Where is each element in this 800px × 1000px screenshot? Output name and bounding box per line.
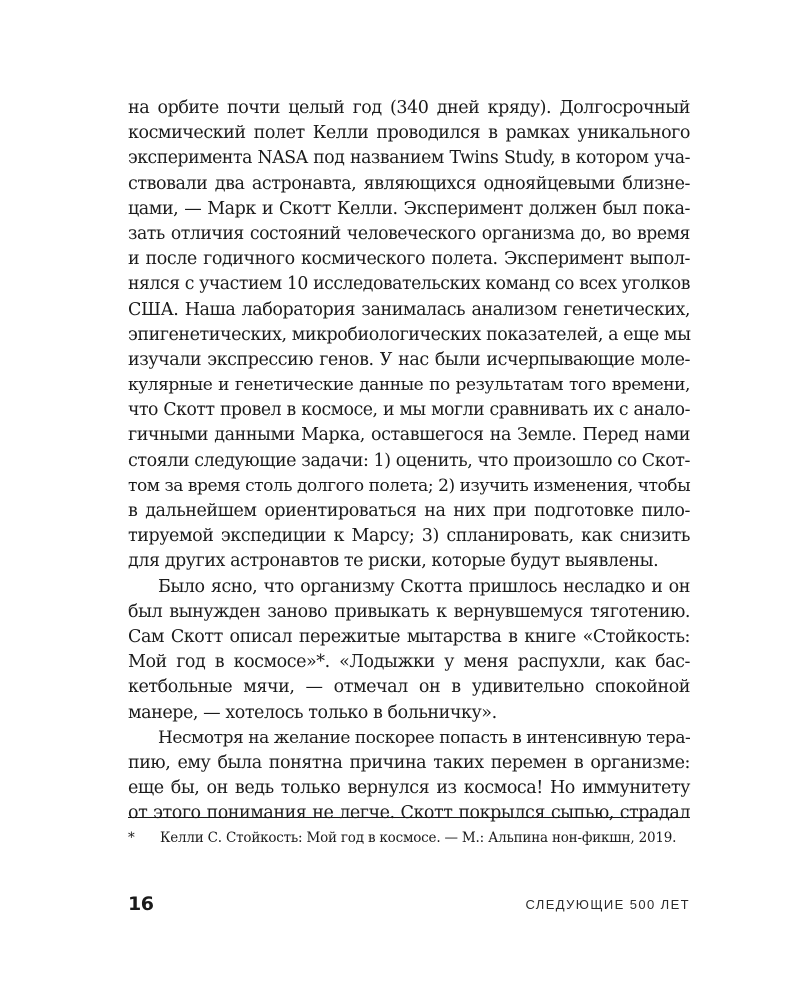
text-line: что Скотт провел в космосе, и мы могли сравнивать их с анало- — [128, 400, 690, 421]
text-line: Сам Скотт описал пережитые мытарства в книге «Стойкость: — [128, 626, 690, 647]
text-line: на орбите почти целый год (340 дней кряду). Долгосрочный — [128, 98, 690, 118]
text-line: пию, ему была понятна причина таких перемен в организме: — [128, 752, 690, 773]
footnote-divider — [128, 817, 690, 818]
text-line: Мой год в космосе»*. «Лодыжки у меня распухли, как бас- — [128, 652, 690, 673]
text-line: от этого понимания не легче. Скотт покрылся сыпью, страдал — [128, 803, 690, 824]
text-line: в дальнейшем ориентироваться на них при подготовке пило- — [128, 501, 690, 521]
text-line: гичными данными Марка, оставшегося на Земле. Перед нами — [128, 425, 690, 446]
text-line: нялся с участием 10 исследовательских команд со всех уголков — [128, 274, 690, 295]
text-line: Несмотря на желание поскорее попасть в интенсивную тера- — [158, 727, 691, 748]
text-line: США. Наша лаборатория занималась анализом генетических, — [128, 299, 690, 320]
text-line: цами, — Марк и Скотт Келли. Эксперимент должен был пока- — [128, 198, 690, 219]
text-line: тируемой экспедиции к Марсу; 3) спланировать, как снизить — [128, 526, 690, 547]
footnote — [128, 828, 690, 848]
text-line: космический полет Келли проводился в рамках уникального — [128, 123, 690, 144]
text-line: изучали экспрессию генов. У нас были исчерпывающие моле- — [128, 349, 690, 370]
text-line: был вынужден заново привыкать к вернувшемуся тяготению. — [128, 601, 690, 622]
text-line: эксперимента NASA под названием Twins Study, в котором уча- — [128, 148, 690, 169]
text-line: для других астронавтов те риски, которые будут выявлены. — [128, 551, 659, 572]
text-line: и после годичного космического полета. Эксперимент выпол- — [128, 249, 690, 270]
text-line: еще бы, он ведь только вернулся из космоса! Но иммунитету — [128, 778, 690, 799]
text-line: том за время столь долгого полета; 2) изучить изменения, чтобы — [128, 475, 691, 496]
running-head: СЛЕДУЮЩИЕ 500 ЛЕТ — [525, 897, 690, 912]
page-number: 16 — [128, 893, 154, 915]
text-line: эпигенетических, микробиологических показателей, а еще мы — [128, 324, 691, 345]
text-line: Было ясно, что организму Скотта пришлось несладко и он — [158, 576, 690, 597]
footnote-text: Келли С. Стойкость: Мой год в космосе. — М.: Альпина нон-фикшн, 2019. — [160, 830, 677, 846]
text-line: ствовали два астронавта, являющихся однояйцевыми близне- — [128, 173, 690, 194]
footnote-marker: * — [128, 830, 135, 846]
text-line: кетбольные мячи, — отмечал он в удивительно спокойной — [128, 677, 690, 698]
text-line: кулярные и генетические данные по результатам того времени, — [128, 375, 690, 396]
text-line: стояли следующие задачи: 1) оценить, что произошло со Скот- — [128, 450, 690, 471]
text-line: зать отличия состояний человеческого организма до, во время — [128, 223, 690, 244]
text-line: манере, — хотелось только в больничку». — [128, 702, 497, 723]
body-text — [128, 96, 690, 826]
